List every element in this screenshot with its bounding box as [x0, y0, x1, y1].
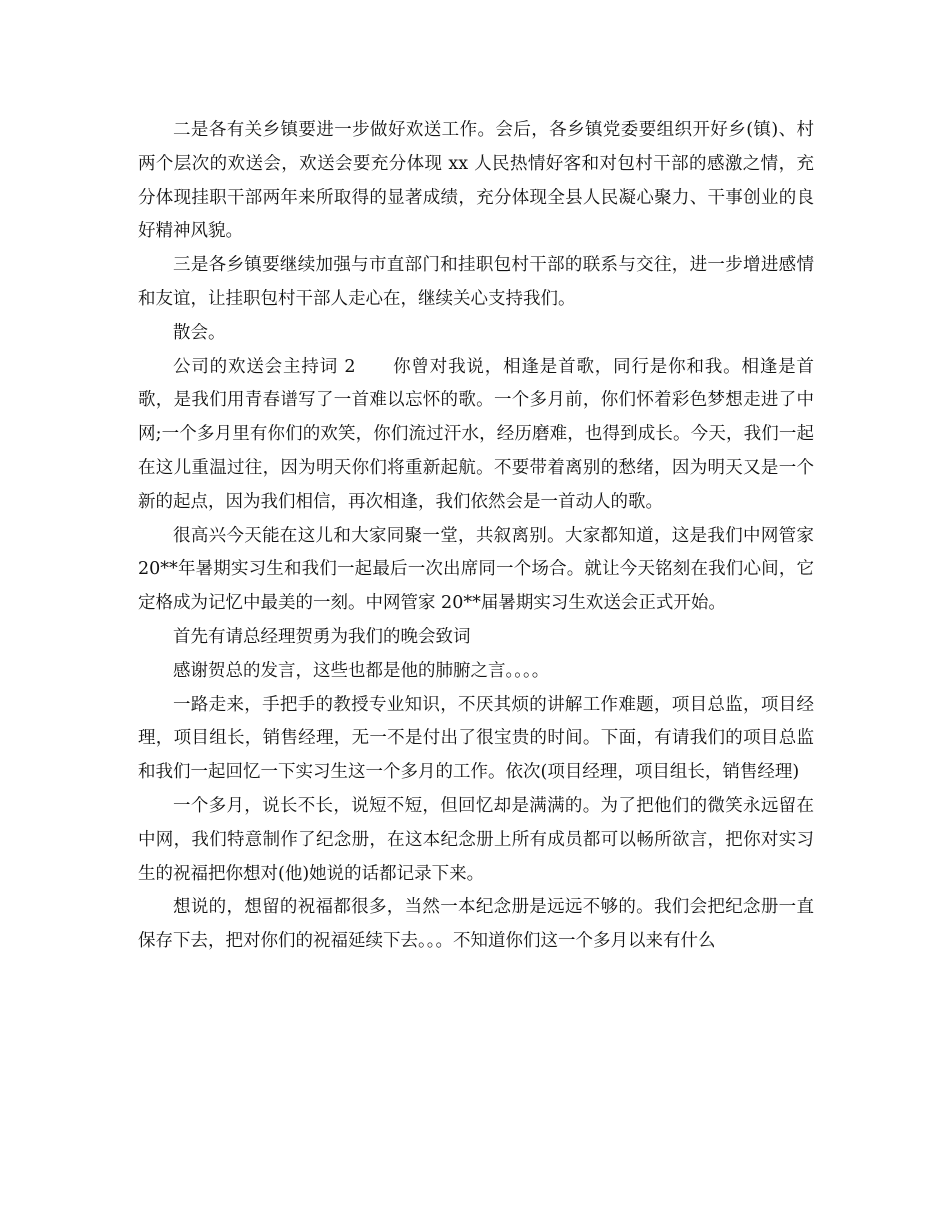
paragraph: 一路走来，手把手的教授专业知识，不厌其烦的讲解工作难题，项目总监，项目经理，项目组长，销售经理，无一不是付出了很宝贵的时间。下面，有请我们的项目总监和我们一起回忆一下实习生这一个多月的工作。依次(项目经理，项目组长，销售经理) [138, 694, 814, 783]
paragraph: 首先有请总经理贺勇为我们的晚会致词 [173, 626, 471, 647]
paragraph: 一个多月，说长不长，说短不短，但回忆却是满满的。为了把他们的微笑永远留在中网，我们特意制作了纪念册，在这本纪念册上所有成员都可以畅所欲言，把你对实习生的祝福把你想对(他)她说的话都记录下来。 [138, 795, 814, 884]
document-page [138, 114, 814, 959]
paragraph: 散会。 [173, 322, 226, 343]
paragraph: 二是各有关乡镇要进一步做好欢送工作。会后，各乡镇党委要组织开好乡(镇)、村两个层次的欢送会，欢送会要充分体现 xx 人民热情好客和对包村干部的感激之情，充分体现挂职干部两年来所取得的显著成绩，充分体现全县人民凝心聚力、干事创业的良好精神风貌。 [138, 120, 814, 242]
paragraph: 公司的欢送会主持词 2 你曾对我说，相逢是首歌，同行是你和我。相逢是首歌，是我们用青春谱写了一首难以忘怀的歌。一个多月前，你们怀着彩色梦想走进了中网;一个多月里有你们的欢笑，你们流过汗水，经历磨难，也得到成长。今天，我们一起在这儿重温过往，因为明天你们将重新起航。不要带着离别的愁绪，因为明天又是一个新的起点，因为我们相信，再次相逢，我们依然会是一首动人的歌。 [138, 356, 814, 512]
paragraph: 想说的，想留的祝福都很多，当然一本纪念册是远远不够的。我们会把纪念册一直保存下去，把对你们的祝福延续下去。。。不知道你们这一个多月以来有什么 [138, 897, 814, 952]
paragraph: 三是各乡镇要继续加强与市直部门和挂职包村干部的联系与交往，进一步增进感情和友谊，让挂职包村干部人走心在，继续关心支持我们。 [138, 255, 814, 309]
paragraph: 感谢贺总的发言，这些也都是他的肺腑之言。。。。 [173, 660, 550, 681]
paragraph: 很高兴今天能在这儿和大家同聚一堂，共叙离别。大家都知道，这是我们中网管家 20**年暑期实习生和我们一起最后一次出席同一个场合。就让今天铭刻在我们心间，它定格成为记忆中最美的一刻。中网管家 20**届暑期实习生欢送会正式开始。 [138, 525, 814, 614]
